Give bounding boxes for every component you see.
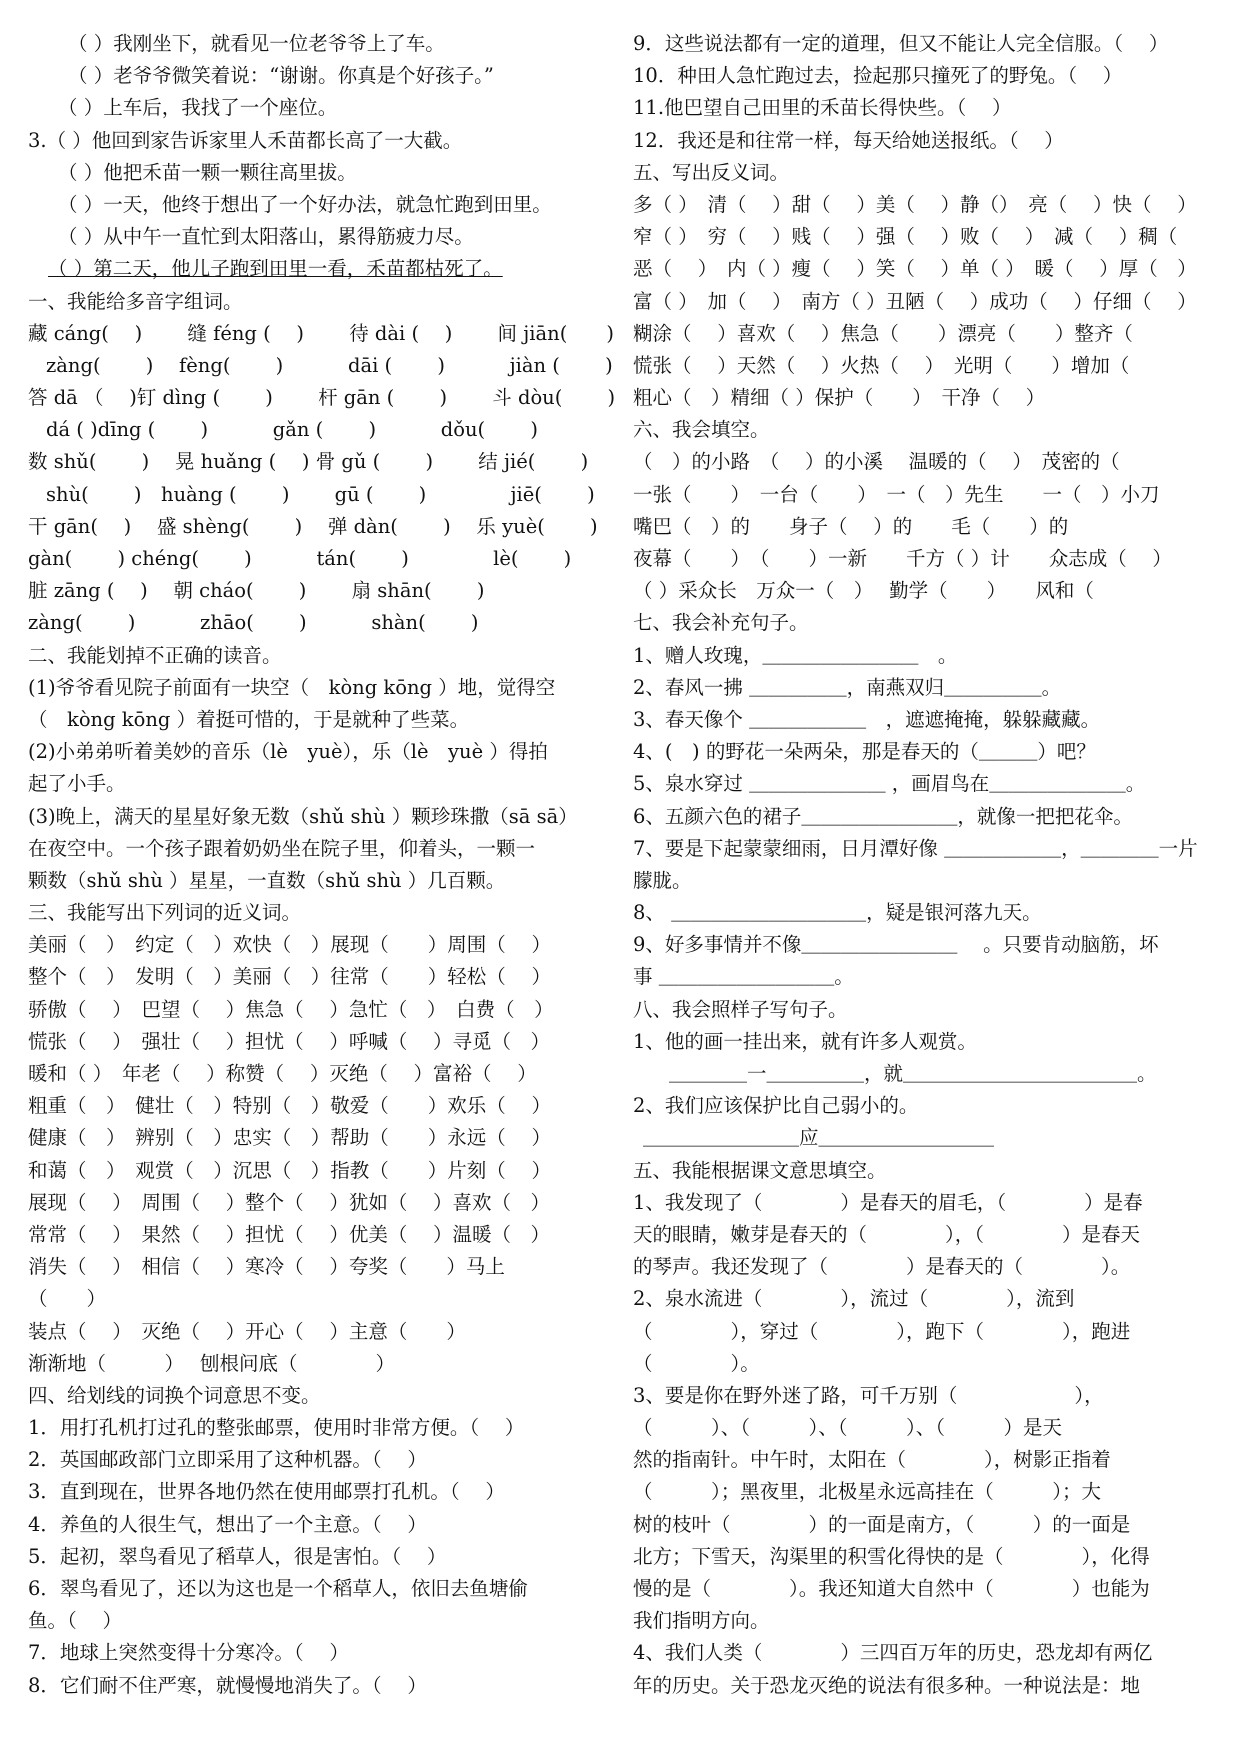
text-line: 鱼。（ ） — [28, 1609, 122, 1633]
text-line: 富（ ） 加（ ） 南方（ ）丑陋（ ）成功（ ）仔细（ ） — [633, 289, 1197, 313]
text-line: 脏 zāng ( ) 朝 cháo( ) 扇 shān( ) — [28, 579, 485, 603]
text-line: 4、( ) 的野花一朵两朵，那是春天的（＿＿＿）吧？ — [633, 740, 1096, 764]
text-line: 嘴巴（ ）的 身子（ ）的 毛（ ）的 — [633, 514, 1069, 538]
text-line: 五、写出反义词。 — [633, 160, 790, 184]
text-line: （ ）他把禾苗一颗一颗往高里拔。 — [58, 160, 357, 184]
text-line: 3．直到现在，世界各地仍然在使用邮票打孔机。（ ） — [28, 1480, 505, 1504]
text-line: （ ）；黑夜里，北极星永远高挂在（ ）；大 — [633, 1480, 1102, 1504]
text-line: 7．地球上突然变得十分寒冷。（ ） — [28, 1641, 349, 1665]
text-line: 暖和（ ） 年老（ ）称赞（ ）灭绝（ ）富裕（ ） — [28, 1062, 537, 1085]
text-line: 慌张（ ） 强壮（ ）担忧（ ）呼喊（ ）寻觅（ ） — [28, 1029, 551, 1053]
text-line: 二、我能划掉不正确的读音。 — [28, 643, 282, 667]
right-column — [633, 28, 1233, 1702]
text-line: （ ）、（ ）、（ ）、（ ）是天 — [633, 1416, 1063, 1440]
text-line: ＿＿＿＿＿＿＿＿应＿＿＿＿＿＿＿＿＿ — [643, 1126, 995, 1150]
text-line: 在夜空中。一个孩子跟着奶奶坐在院子里，仰着头，一颗一 — [28, 836, 536, 860]
text-line: 和蔼（ ） 观赏（ ）沉思（ ）指教（ ）片刻（ ） — [28, 1158, 551, 1182]
text-line: （ ）第二天，他儿子跑到田里一看，禾苗都枯死了。 — [48, 257, 503, 281]
text-line: 我们指明方向。 — [633, 1609, 770, 1633]
text-line: 骄傲（ ） 巴望（ ）焦急（ ）急忙（ ） 白费（ ） — [28, 997, 554, 1021]
text-line: 慌张（ ）天然（ ）火热（ ） 光明（ ）增加（ — [633, 353, 1130, 377]
text-line: 三、我能写出下列词的近义词。 — [28, 901, 302, 925]
text-line: 树的枝叶（ ）的一面是南方，（ ）的一面是 — [633, 1512, 1131, 1536]
text-line: 一、我能给多音字组词。 — [28, 289, 243, 313]
text-line: 12．我还是和往常一样，每天给她送报纸。（ ） — [633, 128, 1064, 152]
text-line: 1．用打孔机打过孔的整张邮票，使用时非常方便。（ ） — [28, 1416, 525, 1440]
text-line: 颗数（shǔ shù ）星星，一直数（shǔ shù ）几百颗。 — [28, 868, 506, 892]
text-line: 8、 ＿＿＿＿＿＿＿＿＿＿，疑是银河落九天。 — [633, 901, 1042, 925]
text-line: 装点（ ） 灭绝（ ）开心（ ）主意（ ） — [28, 1319, 466, 1343]
text-line: 3、要是你在野外迷了路，可千万别（ ）， — [633, 1383, 1104, 1407]
text-line: 慢的是（ ）。我还知道大自然中（ ）也能为 — [633, 1577, 1150, 1600]
text-line: 10．种田人急忙跑过去，捡起那只撞死了的野兔。（ ） — [633, 64, 1123, 88]
text-line: (1)爷爷看见院子前面有一块空（ kòng kōng ）地，觉得空 — [28, 675, 556, 699]
text-line: 然的指南针。中午时，太阳在（ ），树影正指着 — [633, 1448, 1111, 1472]
text-line: 4．养鱼的人很生气，想出了一个主意。（ ） — [28, 1512, 427, 1536]
text-line: 答 dā （ )钉 dìng ( ) 杆 gān ( ) 斗 dòu( ) — [28, 386, 616, 410]
text-line: 9．这些说法都有一定的道理，但又不能让人完全信服。（ ） — [633, 32, 1169, 55]
text-line: （ ）上车后，我找了一个座位。 — [58, 96, 338, 120]
text-line: （ ），穿过（ ），跑下（ ），跑进 — [633, 1319, 1131, 1343]
text-line: 3.（ ）他回到家告诉家里人禾苗都长高了一大截。 — [28, 128, 463, 152]
text-line: 事 ＿＿＿＿＿＿＿＿＿。 — [633, 965, 854, 989]
text-line: 窄（ ） 穷（ ）贱（ ）强（ ）败（ ） 减（ ）稠（ — [633, 225, 1178, 249]
text-line: （ ）采众长 万众一（ ） 勤学（ ） 风和（ — [633, 579, 1094, 603]
text-line: 2、春风一拂 ＿＿＿＿＿，南燕双归＿＿＿＿＿。 — [633, 675, 1062, 699]
text-line: 3、春天像个 ＿＿＿＿＿＿ ，遮遮掩掩，躲躲藏藏。 — [633, 707, 1101, 731]
text-line: 藏 cáng( ) 缝 féng ( ) 待 dài ( ) 间 jiān( ) — [28, 321, 614, 345]
text-line: dá ( )dīng ( ) gǎn ( ) dǒu( ) — [46, 418, 538, 442]
text-line: 9、好多事情并不像＿＿＿＿＿＿＿＿ 。只要肯动脑筋，坏 — [633, 933, 1159, 957]
text-line: 7、要是下起蒙蒙细雨，日月潭好像 ＿＿＿＿＿＿，＿＿＿＿一片 — [633, 836, 1198, 860]
left-column — [28, 28, 623, 1702]
text-line: 整个（ ） 发明（ ）美丽（ ）往常（ ）轻松（ ） — [28, 965, 551, 989]
text-line: ＿＿＿＿一＿＿＿＿＿，就＿＿＿＿＿＿＿＿＿＿＿＿。 — [669, 1062, 1157, 1085]
text-line: （ ）从中午一直忙到太阳落山，累得筋疲力尽。 — [58, 225, 474, 249]
text-line: 的琴声。我还发现了（ ）是春天的（ ）。 — [633, 1255, 1131, 1279]
text-line: 北方；下雪天，沟渠里的积雪化得快的是（ ），化得 — [633, 1544, 1150, 1568]
text-line: 起了小手。 — [28, 772, 126, 796]
text-line: 展现（ ） 周围（ ）整个（ ）犹如（ ）喜欢（ ） — [28, 1190, 551, 1214]
text-line: 5．起初，翠鸟看见了稻草人，很是害怕。（ ） — [28, 1544, 447, 1568]
text-line: 美丽（ ） 约定（ ）欢快（ ）展现（ ）周围（ ） — [28, 933, 551, 957]
text-line: 四、给划线的词换个词意思不变。 — [28, 1383, 321, 1407]
text-line: 朦胧。 — [633, 868, 692, 892]
text-line: 数 shǔ( ) 晃 huǎng ( ) 骨 gǔ ( ) 结 jié( ) — [28, 450, 589, 474]
text-line: 8．它们耐不住严寒，就慢慢地消失了。（ ） — [28, 1673, 427, 1697]
text-line: 粗心（ ）精细（ ）保护（ ） 干净（ ） — [633, 386, 1046, 410]
text-line: 常常（ ） 果然（ ）担忧（ ）优美（ ）温暖（ ） — [28, 1222, 551, 1246]
text-line: 七、我会补充句子。 — [633, 611, 809, 635]
text-line: （ ） — [28, 1287, 107, 1311]
text-line: 4、我们人类（ ）三四百万年的历史，恐龙却有两亿 — [633, 1641, 1153, 1665]
text-line: （ ）的小路 （ ）的小溪 温暖的（ ） 茂密的（ — [633, 450, 1120, 474]
text-line: gàn( ) chéng( ) tán( ) lè( ) — [28, 547, 572, 570]
text-line: zàng( ) fèng( ) dāi ( ) jiàn ( ) — [46, 353, 613, 377]
text-line: 五、我能根据课文意思填空。 — [633, 1158, 887, 1182]
text-line: 消失（ ） 相信（ ）寒冷（ ）夸奖（ ）马上 — [28, 1255, 505, 1279]
text-line: 2、泉水流进（ ），流过（ ），流到 — [633, 1287, 1075, 1311]
text-line: 糊涂（ ）喜欢（ ）焦急（ ）漂亮（ ）整齐（ — [633, 321, 1133, 345]
text-line: 多（ ） 清（ ）甜（ ）美（ ）静（） 亮（ ）快（ ） — [633, 192, 1197, 216]
text-line: 六、我会填空。 — [633, 418, 770, 442]
text-line: 2、我们应该保护比自己弱小的。 — [633, 1094, 919, 1118]
text-line: 粗重（ ） 健壮（ ）特别（ ）敬爱（ ）欢乐（ ） — [28, 1094, 551, 1118]
text-line: （ ）。 — [633, 1351, 760, 1375]
text-line: (3)晚上，满天的星星好象无数（shǔ shù ）颗珍珠撒（sā sā） — [28, 804, 578, 828]
text-line: 干 gān( ) 盛 shèng( ) 弹 dàn( ) 乐 yuè( ) — [28, 514, 598, 538]
text-line: （ kòng kōng ）着挺可惜的，于是就种了些菜。 — [28, 707, 470, 731]
text-line: 6、五颜六色的裙子＿＿＿＿＿＿＿＿，就像一把把花伞。 — [633, 804, 1133, 828]
text-line: （ ）一天，他终于想出了一个好办法，就急忙跑到田里。 — [58, 192, 552, 216]
text-line: 6．翠鸟看见了，还以为这也是一个稻草人，依旧去鱼塘偷 — [28, 1577, 528, 1600]
text-line: （ ）我刚坐下，就看见一位老爷爷上了车。 — [68, 32, 445, 55]
text-line: 恶（ ） 内（ ）瘦（ ）笑（ ）单（ ） 暖（ ）厚（ ） — [633, 257, 1197, 281]
text-line: （ ）老爷爷微笑着说：“谢谢。你真是个好孩子。” — [68, 64, 494, 88]
text-line: shù( ) huàng ( ) gū ( ) jiē( ) — [46, 482, 595, 506]
text-line: zàng( ) zhāo( ) shàn( ) — [28, 611, 479, 635]
text-line: 八、我会照样子写句子。 — [633, 997, 848, 1021]
text-line: 1、我发现了（ ）是春天的眉毛，（ ）是春 — [633, 1190, 1143, 1214]
text-line: 年的历史。关于恐龙灭绝的说法有很多种。一种说法是：地 — [633, 1673, 1141, 1697]
text-line: 夜幕（ ） （ ）一新 千方（ ）计 众志成（ ） — [633, 547, 1172, 570]
text-line: 天的眼睛，嫩芽是春天的（ ），（ ）是春天 — [633, 1222, 1141, 1246]
text-line: 1、赠人玫瑰，＿＿＿＿＿＿＿＿ 。 — [633, 643, 958, 667]
text-line: (2)小弟弟听着美妙的音乐（lè yuè），乐（lè yuè ）得拍 — [28, 740, 548, 764]
text-line: 渐渐地（ ） 刨根问底（ ） — [28, 1351, 395, 1375]
text-line: 1、他的画一挂出来，就有许多人观赏。 — [633, 1029, 977, 1053]
text-line: 11.他巴望自己田里的禾苗长得快些。（ ） — [633, 96, 1012, 120]
text-line: 5、泉水穿过 ＿＿＿＿＿＿＿ ，画眉鸟在＿＿＿＿＿＿＿。 — [633, 772, 1146, 796]
text-line: 2．英国邮政部门立即采用了这种机器。（ ） — [28, 1448, 427, 1472]
text-line: 一张（ ） 一台（ ） 一（ ）先生 一（ ）小刀 — [633, 482, 1160, 506]
text-line: 健康（ ） 辨别（ ）忠实（ ）帮助（ ）永远（ ） — [28, 1126, 551, 1150]
